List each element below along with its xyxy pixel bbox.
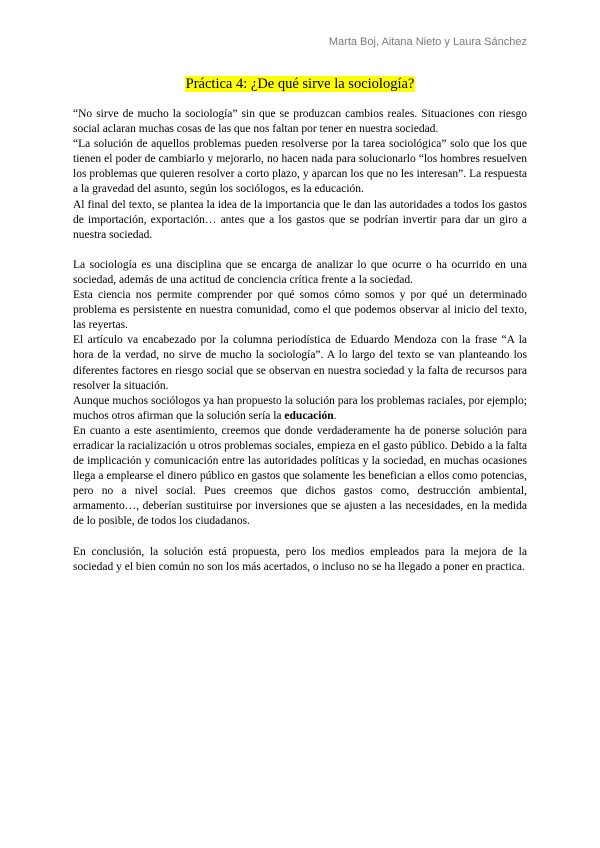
paragraph: El artículo va encabezado por la columna periodística de Eduardo Mendoza con la frase “A la hora de la verdad, no sirve de mucho la sociología”. A lo largo del texto se van planteando los diferentes factores en riesgo social que se observan en nuestra sociedad y la falta de recursos para resolver la situación. — [73, 334, 527, 392]
paragraph-text: Aunque muchos sociólogos ya han propuesto la solución para los problemas raciales, por ejemplo; muchos otros afirman que la solución sería la — [73, 394, 527, 422]
title-container — [0, 75, 600, 93]
paragraph-gap — [73, 243, 527, 258]
paragraph-gap — [73, 530, 527, 545]
paragraph: En conclusión, la solución está propuesta, pero los medios empleados para la mejora de la sociedad y el bien común no son los más acertados, o incluso no se ha llegado a poner en practica. — [73, 545, 527, 573]
paragraph-education — [73, 394, 527, 424]
paragraph: En cuanto a este asentimiento, creemos que donde verdaderamente ha de ponerse solución para erradicar la racialización u otros problemas sociales, empieza en el gasto público. Debido a la falta de implicación y comunicación entre las autoridades políticas y la sociedad, en muchas ocasiones llega a emplearse el dinero público en gastos que solamente les benefician a ellos como potencias, pero no a nivel social. Pues creemos que dichos gastos como, destrucción ambiental, armamento…, deberían sustituirse por inversiones que se ajusten a las necesidades, en la medida de lo posible, de todos los ciudadanos. — [73, 424, 527, 528]
paragraph: “La solución de aquellos problemas pueden resolverse por la tarea sociológica” solo que los que tienen el poder de cambiarlo y mejorarlo, no hacen nada para solucionarlo “los hombres resuelven los problemas que quieren resolver a corto plazo, y aparcan los que no les interesan”. La respuesta a la gravedad del asunto, según los sociólogos, es la educación. — [73, 138, 527, 196]
document-title: Práctica 4: ¿De qué sirve la sociología? — [185, 76, 415, 92]
document-body — [73, 107, 527, 575]
paragraph-text: . — [333, 409, 337, 422]
paragraph: Al final del texto, se plantea la idea de la importancia que le dan las autoridades a todos los gastos de importación, exportación… antes que a los gastos que se podrían invertir para dar un giro a nuestra sociedad. — [73, 198, 527, 241]
paragraph: La sociología es una disciplina que se encarga de analizar lo que ocurre o ha ocurrido en una sociedad, además de una actitud de conciencia crítica frente a la sociedad. — [73, 258, 527, 286]
header-authors: Marta Boj, Aitana Nieto y Laura Sánchez — [328, 36, 527, 48]
paragraph: Esta ciencia nos permite comprender por qué somos cómo somos y por qué un determinado problema es persistente en nuestra comunidad, como el que podemos observar al inicio del texto, las reyertas. — [73, 289, 527, 332]
paragraph: “No sirve de mucho la sociología” sin que se produzcan cambios reales. Situaciones con riesgo social aclaran muchas cosas de las que nos faltan por tener en nuestra sociedad. — [73, 108, 527, 136]
bold-keyword: educación — [284, 409, 334, 422]
